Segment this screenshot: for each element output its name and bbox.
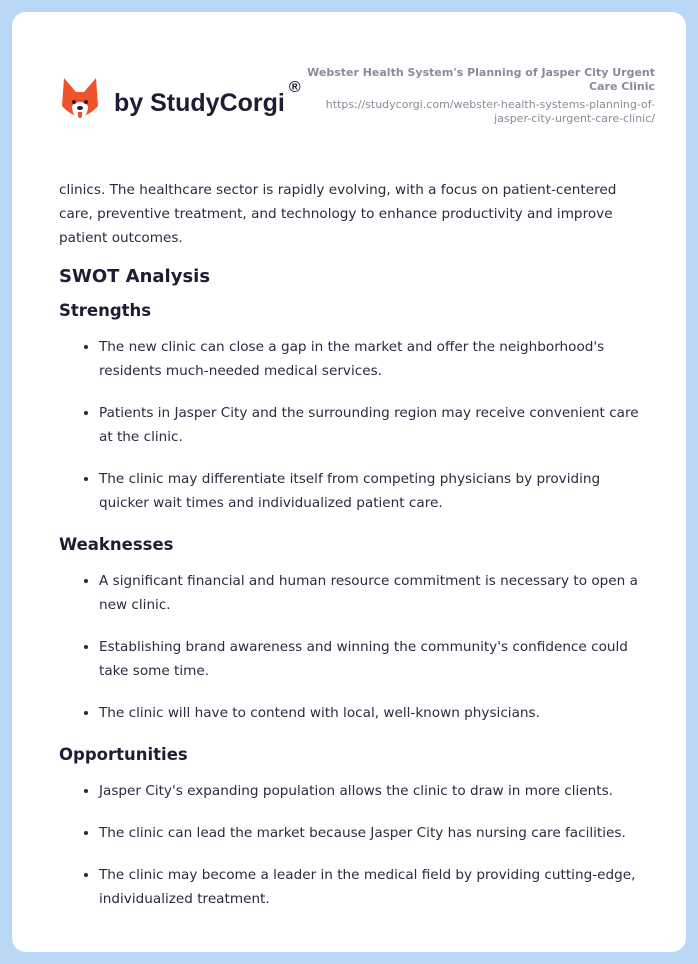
document-title: Webster Health System's Planning of Jasper City Urgent Care Clinic [307, 66, 655, 93]
article-body [59, 178, 649, 929]
subheading-opportunities: Opportunities [59, 745, 188, 764]
list-item: • Patients in Jasper City and the surrounding region may receive convenient care at the clinic. [99, 401, 649, 449]
studycorgi-logo[interactable]: by StudyCorgi® [60, 76, 301, 122]
opportunities-list [59, 779, 649, 911]
list-item: • The clinic will have to contend with local, well-known physicians. [99, 701, 649, 725]
corgi-icon [60, 76, 100, 122]
document-meta [305, 66, 655, 126]
subheading-weaknesses: Weaknesses [59, 535, 174, 554]
strengths-list [59, 335, 649, 515]
list-item: • A significant financial and human resource commitment is necessary to open a new clinic. [99, 569, 649, 617]
list-item: • The new clinic can close a gap in the market and offer the neighborhood's residents much-needed medical services. [99, 335, 649, 383]
page-card [12, 12, 686, 952]
weaknesses-list [59, 569, 649, 725]
document-url[interactable]: https://studycorgi.com/webster-health-systems-planning-of-jasper-city-urgent-care-clinic/ [325, 98, 655, 125]
section-heading: SWOT Analysis [59, 266, 211, 287]
brand-name: by StudyCorgi [114, 88, 285, 117]
list-item: • Jasper City's expanding population allows the clinic to draw in more clients. [99, 779, 649, 803]
intro-paragraph: clinics. The healthcare sector is rapidly evolving, with a focus on patient-centered care, preventive treatment, and technology to enhance productivity and improve patient outcomes. [59, 182, 617, 246]
list-item: • The clinic may differentiate itself from competing physicians by providing quicker wait times and individualized patient care. [99, 467, 649, 515]
list-item: • The clinic can lead the market because Jasper City has nursing care facilities. [99, 821, 649, 845]
list-item: • Establishing brand awareness and winning the community's confidence could take some time. [99, 635, 649, 683]
list-item: • The clinic may become a leader in the medical field by providing cutting-edge, individualized treatment. [99, 863, 649, 911]
subheading-strengths: Strengths [59, 301, 152, 320]
